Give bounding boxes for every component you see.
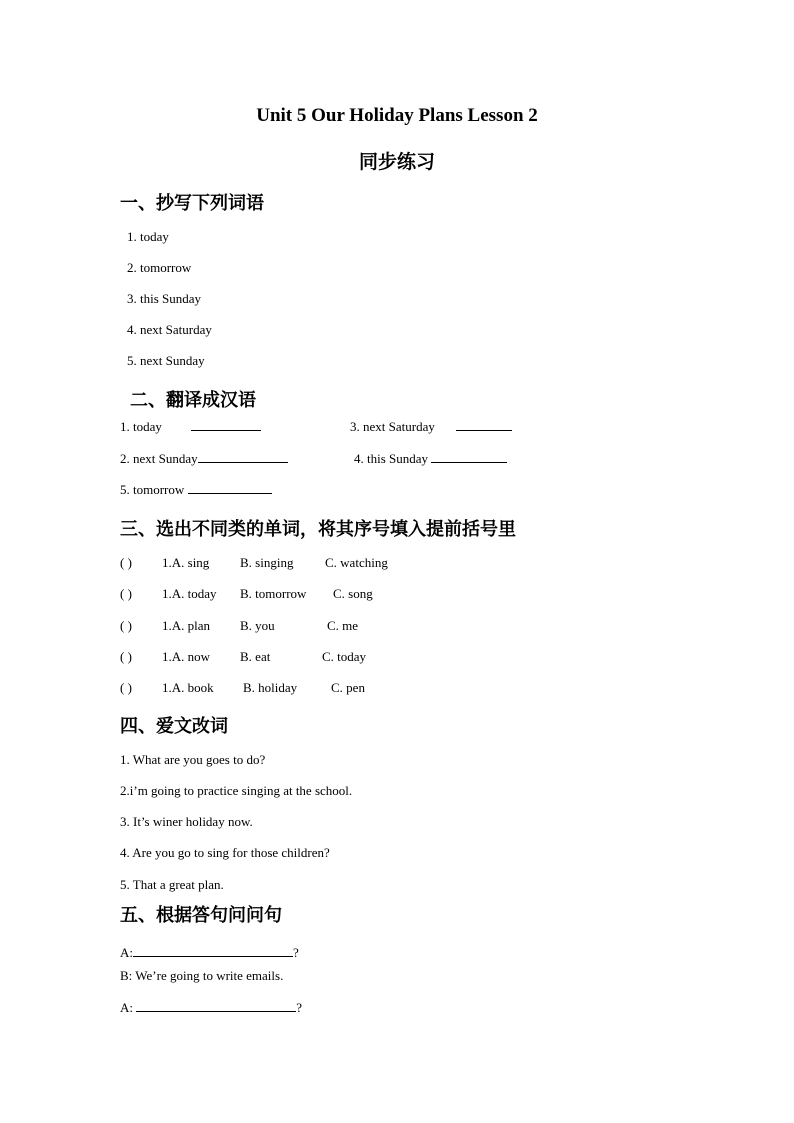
s3-option-a: 1.A. sing (162, 555, 210, 570)
s2-question-5 (120, 481, 272, 498)
s2-question-3 (350, 418, 512, 435)
answer-blank[interactable] (191, 418, 261, 431)
s5-a1-suffix: ? (293, 945, 299, 960)
page-title: Unit 5 Our Holiday Plans Lesson 2 (256, 105, 538, 126)
s3-paren[interactable]: ( ) (120, 680, 132, 695)
s3-paren[interactable]: ( ) (120, 649, 132, 664)
answer-blank[interactable] (456, 418, 512, 431)
s3-option-b: B. eat (240, 649, 271, 664)
s5-a2-prefix: A: (120, 1000, 137, 1015)
s1-item: 2. tomorrow (127, 260, 192, 275)
s3-option-a: 1.A. book (162, 680, 214, 695)
s2-question-1 (120, 418, 261, 435)
s4-item: 1. What are you goes to do? (120, 752, 266, 767)
answer-blank[interactable] (188, 481, 272, 494)
answer-blank[interactable] (133, 944, 293, 957)
answer-blank[interactable] (136, 999, 296, 1012)
s5-question-a1 (120, 944, 299, 961)
s4-item: 3. It’s winer holiday now. (120, 814, 253, 829)
section-4-heading: 四、爱文改词 (120, 716, 228, 737)
s3-option-c: C. pen (331, 680, 365, 695)
s3-paren[interactable]: ( ) (120, 555, 132, 570)
s2-q2-text: 2. next Sunday (120, 451, 198, 466)
s3-paren[interactable]: ( ) (120, 618, 132, 633)
s5-a2-suffix: ? (296, 1000, 303, 1015)
s2-question-2 (120, 450, 288, 467)
s3-option-c: C. today (322, 649, 367, 664)
section-5-heading: 五、根据答句问问句 (120, 905, 282, 926)
s3-option-b: B. singing (240, 555, 294, 570)
answer-blank[interactable] (431, 450, 507, 463)
s4-item: 5. That a great plan. (120, 877, 224, 892)
page-subtitle: 同步练习 (358, 152, 435, 173)
section-1-heading: 一、抄写下列词语 (120, 193, 264, 214)
s2-q1-text: 1. today (120, 419, 162, 434)
s2-q3-text: 3. next Saturday (350, 419, 435, 434)
s3-option-a: 1.A. plan (162, 618, 211, 633)
s1-item: 5. next Sunday (127, 353, 205, 368)
s1-item: 4. next Saturday (127, 322, 212, 337)
section-3-heading: 三、选出不同类的单词，将其序号填入提前括号里 (120, 519, 516, 540)
s2-q5-text: 5. tomorrow (120, 482, 185, 497)
s1-item: 3. this Sunday (127, 291, 202, 306)
s4-item: 2.i’m going to practice singing at the school. (120, 783, 353, 798)
section-2-heading: 二、翻译成汉语 (130, 390, 256, 411)
s3-option-a: 1.A. today (162, 586, 217, 601)
answer-blank[interactable] (198, 450, 288, 463)
s3-paren[interactable]: ( ) (120, 586, 132, 601)
s3-option-c: C. me (327, 618, 359, 633)
s3-option-b: B. holiday (243, 680, 298, 695)
s2-q4-text: 4. this Sunday (354, 451, 429, 466)
s5-answer-b1: B: We’re going to write emails. (120, 968, 284, 983)
s3-option-b: B. tomorrow (240, 586, 307, 601)
s5-a1-prefix: A: (120, 945, 133, 960)
s4-item: 4. Are you go to sing for those children? (120, 845, 330, 860)
s1-item: 1. today (127, 229, 169, 244)
s3-option-a: 1.A. now (162, 649, 211, 664)
s5-question-a2 (120, 999, 302, 1016)
s3-option-b: B. you (240, 618, 275, 633)
s3-option-c: C. song (333, 586, 373, 601)
s3-option-c: C. watching (325, 555, 388, 570)
s2-question-4 (354, 450, 507, 467)
